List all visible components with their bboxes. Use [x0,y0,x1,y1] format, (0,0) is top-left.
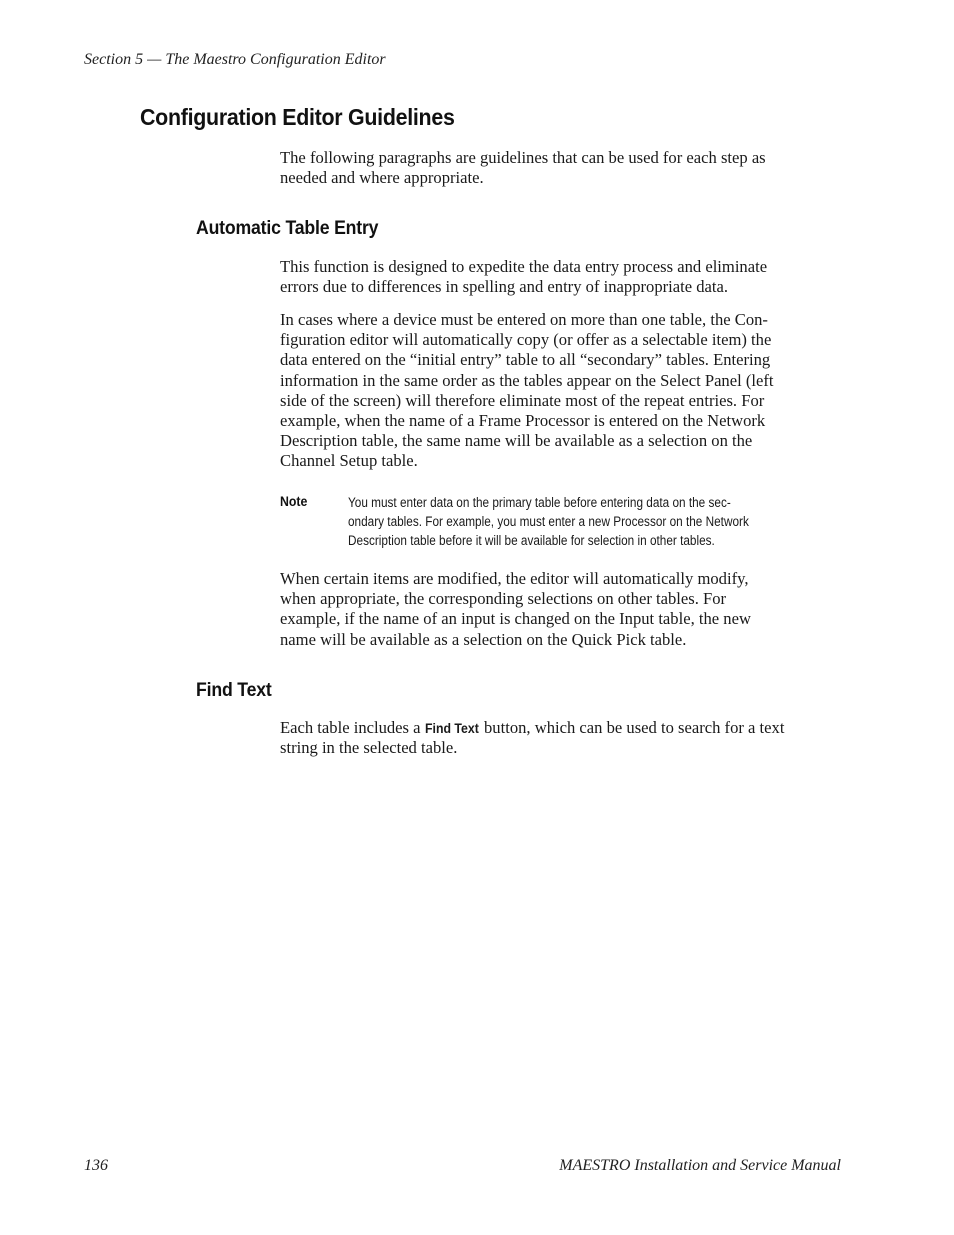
note-line: You must enter data on the primary table before entering data on the sec- [348,495,731,510]
text-line: when appropriate, the corresponding selections on other tables. For [280,589,727,609]
text-line: figuration editor will automatically copy (or offer as a selectable item) the [280,330,772,350]
text-line: example, if the name of an input is changed on the Input table, the new [280,609,751,629]
manual-title: MAESTRO Installation and Service Manual [559,1157,841,1174]
text-line: The following paragraphs are guidelines that can be used for each step as [280,148,766,167]
text-line: side of the screen) will therefore eliminate most of the repeat entries. For [280,390,765,410]
automatic-table-entry-paragraph-1 [280,257,840,297]
find-text-button-reference: Find Text [424,720,479,736]
text-line: Channel Setup table. [280,451,418,471]
text-line: This function is designed to expedite the data entry process and eliminate [280,257,768,276]
text-fragment: Each table includes a [280,718,425,737]
text-line: example, when the name of a Frame Processor is entered on the Network [280,411,766,431]
text-line: string in the selected table. [280,738,458,758]
note-line: Description table before it will be available for selection in other tables. [348,533,715,548]
text-line: Description table, the same name will be available as a selection on the [280,431,753,451]
note-label: Note [280,493,308,509]
find-text-paragraph [280,718,840,758]
running-header: Section 5 — The Maestro Configuration Editor [84,51,386,68]
text-line: name will be available as a selection on the Quick Pick table. [280,629,687,649]
text-line: data entered on the “initial entry” table to all “secondary” tables. Entering [280,350,771,370]
text-line: needed and where appropriate. [280,168,484,188]
text-line: errors due to differences in spelling and entry of inappropriate data. [280,277,729,297]
text-fragment: button, which can be used to search for a text [479,718,785,737]
page-number: 136 [84,1157,108,1174]
text-line: In cases where a device must be entered on more than one table, the Con- [280,310,768,329]
note-line: ondary tables. For example, you must enter a new Processor on the Network [348,514,749,529]
automatic-table-entry-paragraph-3 [280,569,840,650]
automatic-table-entry-paragraph-2 [280,310,840,472]
text-line [280,718,840,738]
intro-paragraph [280,148,840,188]
find-text-heading: Find Text [196,680,272,701]
automatic-table-entry-heading: Automatic Table Entry [196,218,379,239]
text-line: information in the same order as the tables appear on the Select Panel (left [280,370,774,390]
note-text [348,493,848,550]
section-title: Configuration Editor Guidelines [140,104,455,130]
text-line: When certain items are modified, the editor will automatically modify, [280,569,749,588]
